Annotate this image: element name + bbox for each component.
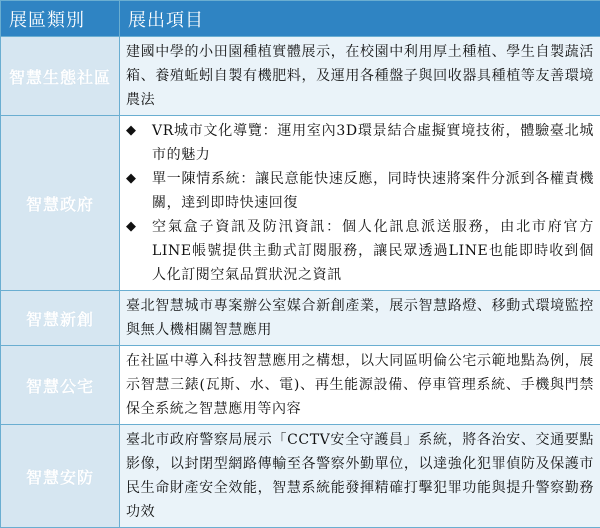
diamond-bullet-icon: ◆	[126, 119, 146, 143]
description-cell: 臺北智慧城市專案辦公室媒合新創產業，展示智慧路燈、移動式環境監控與無人機相關智慧應用	[120, 291, 600, 346]
table-row	[1, 425, 600, 528]
list-item	[126, 215, 594, 287]
list-item	[126, 119, 594, 167]
list-item-text: VR城市文化導覽：運用室內3D環景結合虛擬實境技術，體驗臺北城市的魅力	[152, 123, 594, 163]
category-cell: 智慧生態社區	[1, 37, 120, 116]
category-cell: 智慧新創	[1, 291, 120, 346]
description-cell	[120, 116, 600, 291]
table-header	[1, 1, 600, 37]
table-row	[1, 346, 600, 425]
category-cell: 智慧政府	[1, 116, 120, 291]
diamond-bullet-icon: ◆	[126, 215, 146, 239]
diamond-bullet-icon: ◆	[126, 167, 146, 191]
description-cell: 臺北市政府警察局展示「CCTV安全守護員」系統，將各治安、交通要點影像，以封閉型網路傳輸至各警察外勤單位，以達強化犯罪偵防及保護市民生命財產安全效能，智慧系統能發揮精確打擊犯罪功能與提升警察勤務功效	[120, 425, 600, 528]
category-cell: 智慧公宅	[1, 346, 120, 425]
category-cell: 智慧安防	[1, 425, 120, 528]
list-item-text: 單一陳情系統：讓民意能快速反應，同時快速將案件分派到各權責機關，達到即時快速回復	[152, 171, 594, 211]
bullet-list	[126, 119, 594, 287]
list-item	[126, 167, 594, 215]
table-row	[1, 291, 600, 346]
description-cell: 建國中學的小田園種植實體展示，在校園中利用厚土種植、學生自製蔬活箱、養殖蚯蚓自製有機肥料，及運用各種盤子與回收器具種植等友善環境農法	[120, 37, 600, 116]
description-cell: 在社區中導入科技智慧應用之構想，以大同區明倫公宅示範地點為例，展示智慧三錶(瓦斯、水、電)、再生能源設備、停車管理系統、手機與門禁保全系統之智慧應用等內容	[120, 346, 600, 425]
header-category: 展區類別	[1, 1, 120, 37]
table-row	[1, 116, 600, 291]
list-item-text: 空氣盒子資訊及防汛資訊：個人化訊息派送服務，由北市府官方LINE帳號提供主動式訂閱服務，讓民眾透過LINE也能即時收到個人化訂閱空氣品質狀況之資訊	[152, 219, 594, 283]
header-items: 展出項目	[120, 1, 600, 37]
table-row	[1, 37, 600, 116]
